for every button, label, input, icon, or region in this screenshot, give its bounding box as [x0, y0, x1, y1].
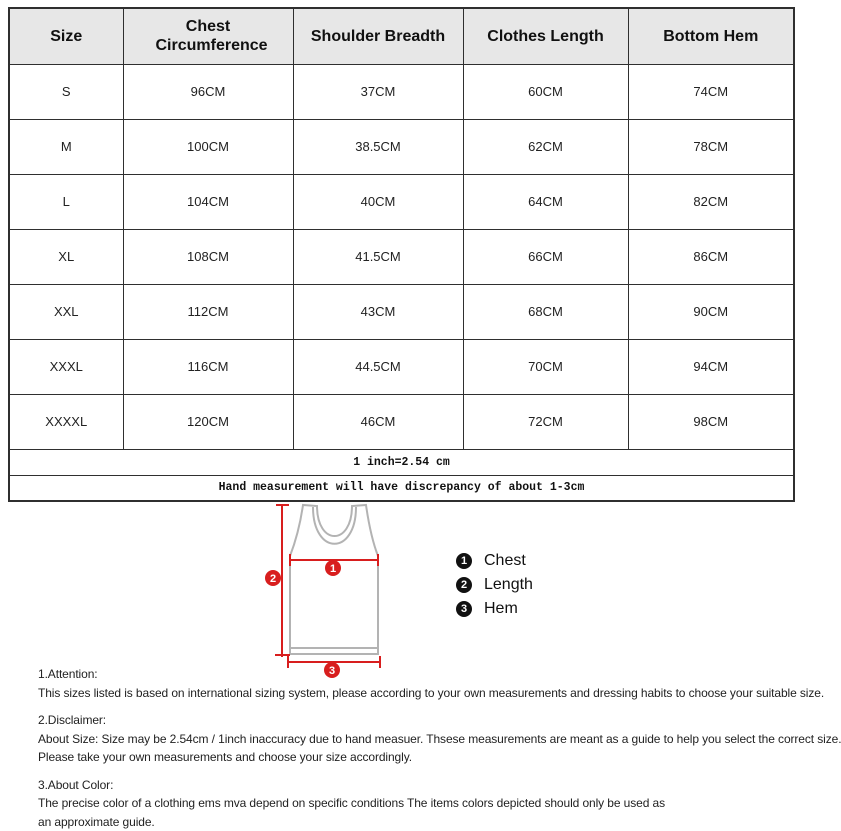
header-cell-chest: Chest Circumference	[123, 8, 293, 64]
legend-label: Length	[484, 576, 533, 594]
cell-shoulder: 44.5CM	[293, 339, 463, 394]
legend-label: Chest	[484, 552, 526, 570]
cell-hem: 86CM	[628, 229, 794, 284]
cell-chest: 120CM	[123, 394, 293, 449]
cell-length: 66CM	[463, 229, 628, 284]
size-table-container	[8, 7, 795, 502]
cell-hem: 90CM	[628, 284, 794, 339]
hem-marker-number: 3	[329, 665, 335, 677]
cell-hem: 94CM	[628, 339, 794, 394]
legend-number-icon: 1	[456, 553, 472, 569]
cell-shoulder: 40CM	[293, 174, 463, 229]
cell-shoulder: 43CM	[293, 284, 463, 339]
cell-size: XL	[9, 229, 123, 284]
table-row	[9, 229, 794, 284]
cell-hem: 74CM	[628, 64, 794, 119]
cell-chest: 104CM	[123, 174, 293, 229]
header-cell-size: Size	[9, 8, 123, 64]
header-cell-hem: Bottom Hem	[628, 8, 794, 64]
disclaimer-body-line2: Please take your own measurements and choose your size accordingly.	[38, 748, 783, 767]
cell-size: XXXXL	[9, 394, 123, 449]
color-title: 3.About Color:	[38, 776, 783, 795]
color-body-line2: an approximate guide.	[38, 813, 783, 831]
unit-note-row	[9, 449, 794, 475]
disclaimer-body-line1: About Size: Size may be 2.54cm / 1inch inaccuracy due to hand measuer. Thsese measurements are meant as a guide to help you select the correct size.	[38, 730, 783, 749]
table-header-row	[9, 8, 794, 64]
measure-note: Hand measurement will have discrepancy of about 1-3cm	[9, 475, 794, 501]
cell-chest: 116CM	[123, 339, 293, 394]
cell-hem: 78CM	[628, 119, 794, 174]
cell-length: 64CM	[463, 174, 628, 229]
vest-outline	[290, 505, 378, 654]
cell-hem: 98CM	[628, 394, 794, 449]
cell-size: XXL	[9, 284, 123, 339]
cell-size: S	[9, 64, 123, 119]
table-row	[9, 339, 794, 394]
color-body-line1: The precise color of a clothing ems mva depend on specific conditions The items colors depicted should only be used as	[38, 794, 783, 813]
table-row	[9, 174, 794, 229]
legend-number-icon: 3	[456, 601, 472, 617]
cell-chest: 100CM	[123, 119, 293, 174]
legend-label: Hem	[484, 600, 518, 618]
chest-marker-number: 1	[330, 563, 336, 575]
cell-length: 60CM	[463, 64, 628, 119]
cell-shoulder: 38.5CM	[293, 119, 463, 174]
legend-item-chest	[456, 553, 533, 569]
disclaimer-title: 2.Disclaimer:	[38, 711, 783, 730]
cell-chest: 112CM	[123, 284, 293, 339]
cell-length: 68CM	[463, 284, 628, 339]
cell-shoulder: 46CM	[293, 394, 463, 449]
attention-body: This sizes listed is based on international sizing system, please according to your own measurements and dressing habits to choose your suitable size.	[38, 684, 783, 703]
cell-chest: 108CM	[123, 229, 293, 284]
attention-title: 1.Attention:	[38, 665, 783, 684]
length-marker-number: 2	[270, 573, 276, 585]
cell-length: 70CM	[463, 339, 628, 394]
header-cell-shoulder: Shoulder Breadth	[293, 8, 463, 64]
table-row	[9, 119, 794, 174]
legend-item-hem	[456, 601, 533, 617]
cell-chest: 96CM	[123, 64, 293, 119]
notes-section	[38, 665, 783, 831]
legend-item-length	[456, 577, 533, 593]
table-row	[9, 394, 794, 449]
cell-size: M	[9, 119, 123, 174]
header-cell-length: Clothes Length	[463, 8, 628, 64]
cell-hem: 82CM	[628, 174, 794, 229]
cell-size: XXXL	[9, 339, 123, 394]
diagram-legend	[456, 553, 533, 625]
table-row	[9, 284, 794, 339]
cell-shoulder: 37CM	[293, 64, 463, 119]
size-table	[8, 7, 795, 502]
unit-note: 1 inch=2.54 cm	[9, 449, 794, 475]
cell-size: L	[9, 174, 123, 229]
legend-number-icon: 2	[456, 577, 472, 593]
table-row	[9, 64, 794, 119]
cell-shoulder: 41.5CM	[293, 229, 463, 284]
cell-length: 72CM	[463, 394, 628, 449]
cell-length: 62CM	[463, 119, 628, 174]
